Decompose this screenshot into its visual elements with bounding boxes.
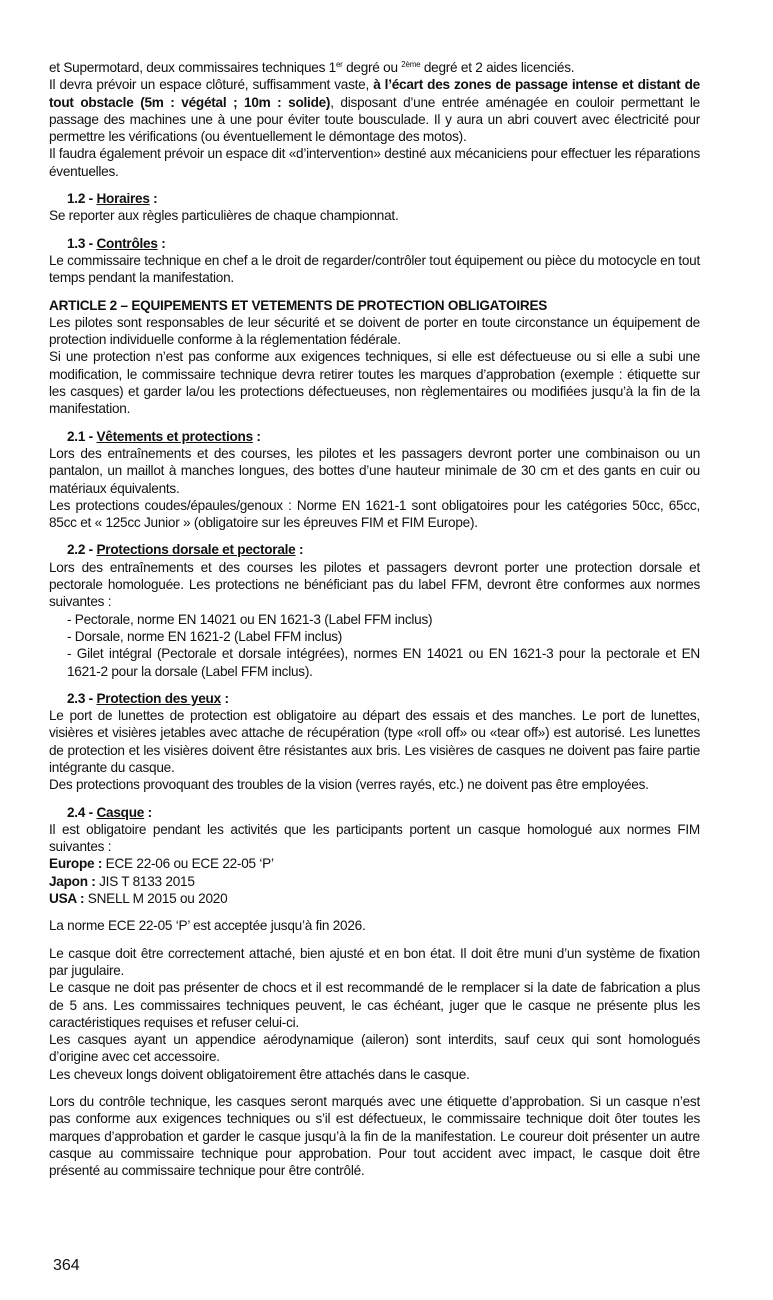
section-2-4-paragraph-7: Lors du contrôle technique, les casques seront marqués avec une étiquette d’approbation. Si un casque n’est pas conforme aux exigences techniques ou s’il est défectueux, le commissaire technique doit ôter toutes les marques d’approbation et garder le casque jusqu’à la fin de la manifestation. Le coureur doit présenter un autre casque au commissaire technique pour approbation. Pour tout accident avec impact, le casque doit être présenté au commissaire technique pour être contrôlé. xyxy=(49,1094,700,1179)
list-item: - Pectorale, norme EN 14021 ou EN 1621-3 (Label FFM inclus) xyxy=(67,611,433,627)
norm-japon: Japon : JIS T 8133 2015 xyxy=(49,873,195,889)
page-number: 364 xyxy=(53,1257,80,1274)
section-2-3-paragraph-1: Le port de lunettes de protection est obligatoire au départ des essais et des manches. Le port de lunettes, visières et visières jetables avec attache de récupération (type «roll off» ou «tear off») est autorisé. Les lunettes de protection et les visières doivent être résistantes aux bris. Les visières de casques ne doivent pas faire partie intégrante du casque. xyxy=(49,708,700,775)
section-2-2-paragraph-1: Lors des entraînements et des courses les pilotes et passagers devront porter une protection dorsale et pectorale homologuée. Les protections ne bénéficiant pas du label FFM, devront être conformes aux normes suivantes : xyxy=(49,559,700,610)
section-2-4-paragraph-1: Il est obligatoire pendant les activités que les participants portent un casque homologué aux normes FIM suivantes : xyxy=(49,821,700,855)
section-2-3-heading: 2.3 - Protection des yeux : xyxy=(67,690,229,706)
intro-paragraph-3: Il faudra également prévoir un espace dit «d’intervention» destiné aux mécaniciens pour effectuer les réparations éventuelles. xyxy=(49,146,700,179)
intro-paragraph-1: et Supermotard, deux commissaires techniques 1er degré ou $^{2ème}$ degré et 2 aides licenciés. xyxy=(49,60,575,75)
section-1-2-heading: 1.2 - Horaires : xyxy=(67,191,158,207)
section-1-3-text: Le commissaire technique en chef a le droit de regarder/contrôler tout équipement ou pièce du motocycle en tout temps pendant la manifestation. xyxy=(49,252,700,286)
section-2-4-paragraph-4: Le casque ne doit pas présenter de chocs et il est recommandé de le remplacer si la date de fabrication a plus de 5 ans. Les commissaires techniques peuvent, le cas échéant, juger que le casque ne présente plus les caractéristiques requises et refuser celui-ci. xyxy=(49,980,700,1030)
section-2-4-heading: 2.4 - Casque : xyxy=(67,804,152,820)
section-2-1-heading: 2.1 - Vêtements et protections : xyxy=(67,428,261,444)
article-2-paragraph-1: Les pilotes sont responsables de leur sécurité et se doivent de porter en toute circonstance un équipement de protection individuelle conforme à la réglementation fédérale. xyxy=(49,314,700,348)
section-2-2-heading: 2.2 - Protections dorsale et pectorale : xyxy=(67,542,304,558)
section-2-1-paragraph-1: Lors des entraînements et des courses, les pilotes et les passagers devront porter une combinaison ou un pantalon, un maillot à manches longues, des bottes d’une hauteur minimale de 30 cm et des gants en cuir ou matériaux équivalents. xyxy=(49,445,700,496)
intro-paragraph-2: Il devra prévoir un espace clôturé, suffisamment vaste, à l’écart des zones de passage intense et distant de tout obstacle (5m : végétal ; 10m : solide), disposant d’une entrée aménagée en couloir permettant le passage des machines une à une pour éviter toute bousculade. Il y aura un abri couvert avec électricité pour permettre les vérifications (ou éventuellement le démontage des motos). xyxy=(49,77,700,145)
norm-europe: Europe : ECE 22-06 ou ECE 22-05 ‘P’ xyxy=(49,856,274,872)
section-2-4-paragraph-6: Les cheveux longs doivent obligatoirement être attachés dans le casque. xyxy=(49,1066,470,1082)
section-2-4-paragraph-2: La norme ECE 22-05 ‘P’ est acceptée jusqu’à fin 2026. xyxy=(49,918,366,934)
article-2-title: ARTICLE 2 – EQUIPEMENTS ET VETEMENTS DE PROTECTION OBLIGATOIRES xyxy=(49,297,548,313)
section-2-1-paragraph-2: Les protections coudes/épaules/genoux : Norme EN 1621-1 sont obligatoires pour les catégories 50cc, 65cc, 85cc et « 125cc Junior » (obligatoire sur les épreuves FIM et FIM Europe). xyxy=(49,497,700,531)
section-1-2-text: Se reporter aux règles particulières de chaque championnat. xyxy=(49,208,399,224)
article-2-paragraph-2: Si une protection n’est pas conforme aux exigences techniques, si elle est défectueuse ou si elle a subi une modification, le commissaire technique devra retirer toutes les marques d’approbation (exemple : étiquette sur les casques) et garder la/ou les protections défectueuses, non règlementaires ou modifiées jusqu’à la fin de la manifestation. xyxy=(49,349,700,417)
list-item: - Dorsale, norme EN 1621-2 (Label FFM inclus) xyxy=(67,628,343,644)
section-2-4-paragraph-5: Les casques ayant un appendice aérodynamique (aileron) sont interdits, sauf ceux qui sont homologués d’origine avec cet accessoire. xyxy=(49,1032,700,1065)
section-2-3-paragraph-2: Des protections provoquant des troubles de la vision (verres rayés, etc.) ne doivent pas être employées. xyxy=(49,777,649,793)
list-item: - Gilet intégral (Pectorale et dorsale intégrées), normes EN 14021 ou EN 1621-3 pour la pectorale et EN 1621-2 pour la dorsale (Label FFM inclus). xyxy=(67,646,700,679)
document-body xyxy=(49,59,700,1180)
section-1-3-heading: 1.3 - Contrôles : xyxy=(67,235,166,251)
norm-usa: USA : SNELL M 2015 ou 2020 xyxy=(49,891,228,907)
section-2-4-paragraph-3: Le casque doit être correctement attaché, bien ajusté et en bon état. Il doit être muni d’un système de fixation par jugulaire. xyxy=(49,945,700,978)
